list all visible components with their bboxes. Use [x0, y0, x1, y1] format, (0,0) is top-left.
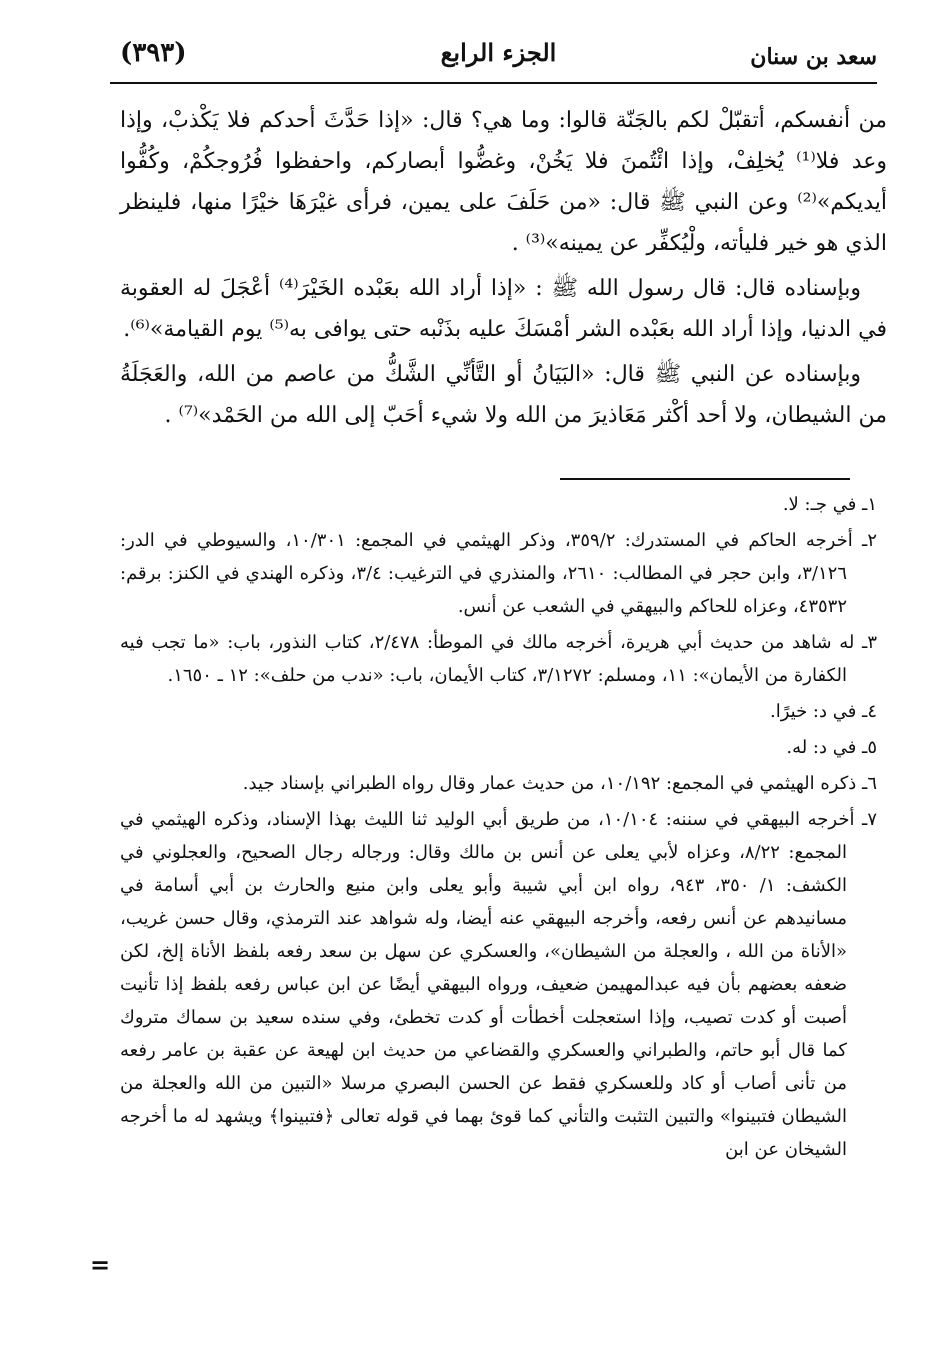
paragraph: وبإسناده عن النبي ﷺ قال: «البَيَانُ أو التَّأنِّي الشَّكُّ من عاصم من الله، والعَجَلَةُ من الشيطان، ولا أحد أكْثر مَعَاذيرَ من الله ولا شيء أحَبّ إلى الله من الحَمْد»⁽⁷⁾ .: [120, 362, 887, 428]
footnote: ٧ـ أخرجه البيهقي في سننه: ١٠/١٠٤، من طريق أبي الوليد ثنا الليث بهذا الإسناد، وذكره الهيثمي في المجمع: ٨/٢٢، وعزاه لأبي يعلى عن أنس بن مالك وقال: ورجاله رجال الصحيح، والعجلوني في الكشف: ١/ ٣٥٠، ٩٤٣، رواه ابن أبي شيبة وأبو يعلى وابن منيع والحارث بن أبي أسامة في مسانيدهم عن أنس رفعه، وأخرجه البيهقي عنه أيضا، وله شواهد عند الترمذي، وقال حسن غريب، «الأناة من الله ، والعجلة من الشيطان»، والعسكري عن سهل بن سعد رفعه بلفظ الأناة إلخ، لكن ضعفه بعضهم بأن فيه عبدالمهيمن ضعيف، ورواه البيهقي أيضًا عن ابن عباس رفعه بلفظ إذا تأنيت أصبت أو كدت تصيب، وإذا استعجلت أخطأت أو كدت تخطئ، وفي سنده سعيد بن سماك متروك كما قال أبو حاتم، والطبراني والعسكري والقضاعي من حديث ابن لهيعة عن عقبة بن عامر رفعه من تأنى أصاب أو كاد وللعسكري فقط عن الحسن البصري مرسلا «التبين من الله والعجلة من الشيطان فتبينوا» والتبين التثبت والتأني كما قوئ بهما في قوله تعالى ﴿فتبينوا﴾ ويشهد له ما أخرجه الشيخان عن ابن: [120, 809, 877, 1160]
continuation-mark: =: [90, 1250, 111, 1279]
footnote: ٥ـ في د: له.: [786, 737, 877, 758]
paragraph: من أنفسكم، أتقبّلْ لكم بالجَنّة قالوا: وما هي؟ قال: «إذا حَدَّثَ أحدكم فلا يَكْذبْ، وإذا وعد فلا⁽¹⁾ يُخلِفْ، وإذا ائْتُمنَ فلا يَخُنْ، وغضُّوا أبصاركم، واحفظوا فُرُوجكُمْ، وكُفُّوا أيديكم»⁽²⁾ وعن النبي ﷺ قال: «من حَلَفَ على يمين، فرأى غيْرَهَا خيْرًا منها، فلينظر الذي هو خير فليأته، ولْيُكفِّر عن يمينه»⁽³⁾ .: [120, 108, 888, 256]
footnotes: [120, 488, 877, 1169]
page-number: (٣٩٣): [120, 38, 187, 68]
author-heading: سعد بن سنان: [750, 44, 877, 70]
footnote: ٣ـ له شاهد من حديث أبي هريرة، أخرجه مالك في الموطأ: ٢/٤٧٨، كتاب النذور، باب: «ما تجب فيه الكفارة من الأيمان»: ١١، ومسلم: ٣/١٢٧٢، كتاب الأيمان، باب: «ندب من حلف»: ١٢ ـ ١٦٥٠.: [120, 632, 878, 686]
header-rule: [110, 82, 877, 84]
footnote: ٤ـ في د: خيرًا.: [769, 701, 877, 722]
volume-title: الجزء الرابع: [440, 38, 557, 67]
main-text: [120, 100, 887, 440]
footnote-separator: [560, 478, 850, 480]
footnote: ١ـ في جـ: لا.: [782, 494, 877, 515]
page-header: [120, 38, 877, 78]
paragraph: وبإسناده قال: قال رسول الله ﷺ : «إذا أراد الله بعَبْده الخَيْرَ⁽⁴⁾ أعْجَلَ له العقوبة في الدنيا، وإذا أراد الله بعَبْده الشر أمْسَكَ عليه بذَنْبه حتى يوافى به⁽⁵⁾ يوم القيامة»⁽⁶⁾.: [120, 276, 887, 342]
footnote: ٢ـ أخرجه الحاكم في المستدرك: ٣٥٩/٢، وذكر الهيثمي في المجمع: ١٠/٣٠١، والسيوطي في الدر: ٣/١٢٦، وابن حجر في المطالب: ٢٦١٠، والمنذري في الترغيب: ٣/٤، وذكره الهندي في الكنز: برقم: ٤٣٥٣٢، وعزاه للحاكم والبيهقي في الشعب عن أنس.: [120, 530, 877, 617]
footnote: ٦ـ ذكره الهيثمي في المجمع: ١٠/١٩٢، من حديث عمار وقال رواه الطبراني بإسناد جيد.: [242, 773, 877, 794]
